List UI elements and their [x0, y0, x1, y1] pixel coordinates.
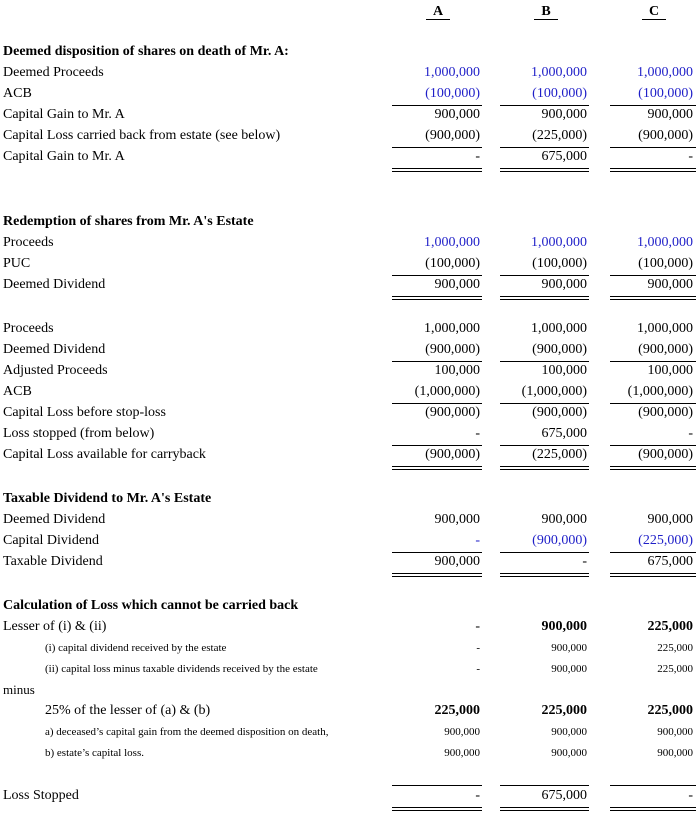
- column-header-b: B: [506, 4, 586, 20]
- cell-a: 1,000,000: [424, 321, 480, 336]
- row-label: Taxable Dividend: [3, 554, 103, 569]
- table-row: [0, 533, 697, 554]
- cell-c: (225,000): [638, 533, 693, 548]
- double-underline: [500, 469, 589, 470]
- cell-a: (100,000): [425, 256, 480, 271]
- cell-b: (900,000): [532, 405, 587, 420]
- cell-a: 225,000: [434, 703, 480, 718]
- cell-b: (225,000): [532, 128, 587, 143]
- cell-a: 900,000: [434, 107, 480, 122]
- row-label: Capital Loss available for carryback: [3, 447, 206, 462]
- row-label: ACB: [3, 86, 32, 101]
- underline: [500, 445, 589, 446]
- column-header-a: A: [398, 4, 478, 20]
- row-label: (ii) capital loss minus taxable dividends received by the estate: [45, 663, 318, 675]
- table-row: [0, 256, 697, 277]
- underline: [500, 361, 589, 362]
- cell-a: 1,000,000: [424, 65, 480, 80]
- cell-b: 100,000: [541, 363, 587, 378]
- cell-b: 1,000,000: [531, 321, 587, 336]
- cell-a: -: [476, 642, 480, 654]
- underline: [610, 147, 696, 148]
- cell-c: -: [688, 149, 693, 164]
- underline: [500, 785, 589, 786]
- cell-c: 900,000: [657, 747, 693, 759]
- table-row: [0, 447, 697, 468]
- double-underline: [610, 168, 696, 169]
- row-label: Deemed Dividend: [3, 342, 106, 357]
- underline: [392, 445, 482, 446]
- cell-c: -: [688, 426, 693, 441]
- cell-b: (100,000): [532, 256, 587, 271]
- underline: [392, 275, 482, 276]
- cell-b: -: [582, 554, 587, 569]
- cell-b: 1,000,000: [531, 65, 587, 80]
- cell-c: 1,000,000: [637, 321, 693, 336]
- section-redemption-title: [0, 214, 697, 235]
- double-underline: [500, 296, 589, 297]
- table-row: [0, 86, 697, 107]
- cell-c: 225,000: [657, 663, 693, 675]
- table-row: [0, 384, 697, 405]
- section-loss-calc-title: [0, 598, 697, 619]
- table-row: [0, 342, 697, 363]
- double-underline: [392, 296, 482, 297]
- table-row: [0, 682, 697, 703]
- cell-a: -: [475, 426, 480, 441]
- cell-b: 900,000: [541, 619, 587, 634]
- cell-a: 900,000: [434, 512, 480, 527]
- cell-b: 675,000: [541, 149, 587, 164]
- double-underline: [392, 469, 482, 470]
- double-underline: [610, 576, 696, 577]
- cell-c: 100,000: [647, 363, 693, 378]
- cell-a: (900,000): [425, 447, 480, 462]
- row-label: PUC: [3, 256, 31, 271]
- cell-b: 900,000: [541, 277, 587, 292]
- section-taxable-dividend-title: [0, 491, 697, 512]
- cell-c: (100,000): [638, 256, 693, 271]
- cell-c: 1,000,000: [637, 65, 693, 80]
- cell-a: 100,000: [434, 363, 480, 378]
- row-label: Lesser of (i) & (ii): [3, 619, 107, 634]
- double-underline: [392, 573, 482, 574]
- underline: [610, 552, 696, 553]
- cell-a: -: [475, 149, 480, 164]
- cell-b: 900,000: [551, 726, 587, 738]
- table-row: [0, 745, 697, 766]
- cell-b: (1,000,000): [521, 384, 587, 399]
- underline: [392, 147, 482, 148]
- underline: [500, 105, 589, 106]
- cell-b: 900,000: [551, 642, 587, 654]
- double-underline: [392, 171, 482, 172]
- row-label: Capital Dividend: [3, 533, 100, 548]
- cell-c: -: [688, 788, 693, 803]
- cell-c: 675,000: [647, 554, 693, 569]
- double-underline: [610, 171, 696, 172]
- table-row: [0, 277, 697, 298]
- cell-a: (100,000): [425, 86, 480, 101]
- cell-c: 225,000: [657, 642, 693, 654]
- cell-b: 1,000,000: [531, 235, 587, 250]
- double-underline: [610, 807, 696, 808]
- row-label: a) deceased’s capital gain from the deemed disposition on death,: [45, 726, 329, 738]
- table-row: [0, 619, 697, 640]
- double-underline: [610, 810, 696, 811]
- table-row: [0, 405, 697, 426]
- row-label: (i) capital dividend received by the estate: [45, 642, 227, 654]
- double-underline: [500, 299, 589, 300]
- underline: [610, 785, 696, 786]
- double-underline: [392, 810, 482, 811]
- cell-c: (900,000): [638, 405, 693, 420]
- minus-label: minus: [3, 682, 35, 697]
- cell-c: 225,000: [647, 619, 693, 634]
- double-underline: [392, 466, 482, 467]
- section-title: Redemption of shares from Mr. A's Estate: [3, 214, 254, 229]
- column-header-c: C: [614, 4, 694, 20]
- table-row: [0, 788, 697, 809]
- cell-c: (900,000): [638, 128, 693, 143]
- underline: [500, 403, 589, 404]
- section-title: Calculation of Loss which cannot be carried back: [3, 598, 299, 613]
- cell-a: -: [476, 663, 480, 675]
- row-label: Loss stopped (from below): [3, 426, 155, 441]
- table-row: [0, 363, 697, 384]
- cell-a: 1,000,000: [424, 235, 480, 250]
- double-underline: [500, 810, 589, 811]
- cell-a: (1,000,000): [414, 384, 480, 399]
- table-row: [0, 235, 697, 256]
- cell-b: 225,000: [541, 703, 587, 718]
- table-row: [0, 321, 697, 342]
- cell-a: 900,000: [434, 554, 480, 569]
- row-label: Capital Gain to Mr. A: [3, 149, 125, 164]
- double-underline: [500, 807, 589, 808]
- double-underline: [500, 573, 589, 574]
- cell-a: -: [475, 619, 480, 634]
- table-row: [0, 554, 697, 575]
- section-deemed-disposition-title: [0, 44, 697, 65]
- underline: [392, 361, 482, 362]
- table-row: [0, 512, 697, 533]
- underline: [392, 403, 482, 404]
- double-underline: [392, 576, 482, 577]
- table-row: [0, 640, 697, 661]
- row-label: Adjusted Proceeds: [3, 363, 108, 378]
- cell-b: 900,000: [541, 512, 587, 527]
- table-row: [0, 65, 697, 86]
- double-underline: [610, 299, 696, 300]
- table-row: [0, 703, 697, 724]
- cell-b: (900,000): [532, 342, 587, 357]
- section-title: Deemed disposition of shares on death of Mr. A:: [3, 44, 289, 59]
- double-underline: [392, 168, 482, 169]
- cell-a: 900,000: [444, 747, 480, 759]
- cell-c: (100,000): [638, 86, 693, 101]
- row-label: Proceeds: [3, 321, 54, 336]
- table-row: [0, 149, 697, 170]
- cell-c: 900,000: [647, 107, 693, 122]
- cell-a: (900,000): [425, 128, 480, 143]
- cell-c: 225,000: [647, 703, 693, 718]
- cell-c: (900,000): [638, 447, 693, 462]
- row-label: b) estate’s capital loss.: [45, 747, 144, 759]
- double-underline: [610, 296, 696, 297]
- row-label: Deemed Dividend: [3, 277, 106, 292]
- cell-a: -: [475, 533, 480, 548]
- row-label: Loss Stopped: [3, 788, 79, 803]
- section-title: Taxable Dividend to Mr. A's Estate: [3, 491, 212, 506]
- underline: [500, 552, 589, 553]
- cell-c: 900,000: [647, 277, 693, 292]
- cell-b: (100,000): [532, 86, 587, 101]
- cell-b: 675,000: [541, 426, 587, 441]
- cell-a: 900,000: [434, 277, 480, 292]
- double-underline: [500, 466, 589, 467]
- cell-b: 900,000: [551, 747, 587, 759]
- row-label: ACB: [3, 384, 32, 399]
- row-label: Deemed Proceeds: [3, 65, 104, 80]
- underline: [610, 275, 696, 276]
- table-row: [0, 426, 697, 447]
- cell-c: (1,000,000): [627, 384, 693, 399]
- table-row: [0, 128, 697, 149]
- underline: [610, 105, 696, 106]
- double-underline: [392, 807, 482, 808]
- row-label: Capital Loss before stop-loss: [3, 405, 166, 420]
- cell-b: 900,000: [551, 663, 587, 675]
- underline: [610, 403, 696, 404]
- cell-a: (900,000): [425, 405, 480, 420]
- double-underline: [610, 573, 696, 574]
- cell-c: 900,000: [647, 512, 693, 527]
- row-label: Capital Gain to Mr. A: [3, 107, 125, 122]
- underline: [610, 361, 696, 362]
- underline: [500, 147, 589, 148]
- cell-c: 900,000: [657, 726, 693, 738]
- cell-b: 900,000: [541, 107, 587, 122]
- underline: [392, 105, 482, 106]
- cell-a: -: [475, 788, 480, 803]
- row-label: Deemed Dividend: [3, 512, 106, 527]
- double-underline: [500, 171, 589, 172]
- cell-a: (900,000): [425, 342, 480, 357]
- table-row: [0, 661, 697, 682]
- double-underline: [392, 299, 482, 300]
- cell-c: (900,000): [638, 342, 693, 357]
- double-underline: [610, 466, 696, 467]
- cell-b: 675,000: [541, 788, 587, 803]
- row-label: Capital Loss carried back from estate (see below): [3, 128, 281, 143]
- underline: [610, 445, 696, 446]
- row-label: Proceeds: [3, 235, 54, 250]
- underline: [392, 785, 482, 786]
- double-underline: [500, 576, 589, 577]
- double-underline: [500, 168, 589, 169]
- cell-c: 1,000,000: [637, 235, 693, 250]
- double-underline: [610, 469, 696, 470]
- underline: [392, 552, 482, 553]
- table-row: [0, 107, 697, 128]
- cell-b: (900,000): [532, 533, 587, 548]
- row-label: 25% of the lesser of (a) & (b): [45, 703, 211, 718]
- underline: [500, 275, 589, 276]
- table-row: [0, 724, 697, 745]
- cell-b: (225,000): [532, 447, 587, 462]
- cell-a: 900,000: [444, 726, 480, 738]
